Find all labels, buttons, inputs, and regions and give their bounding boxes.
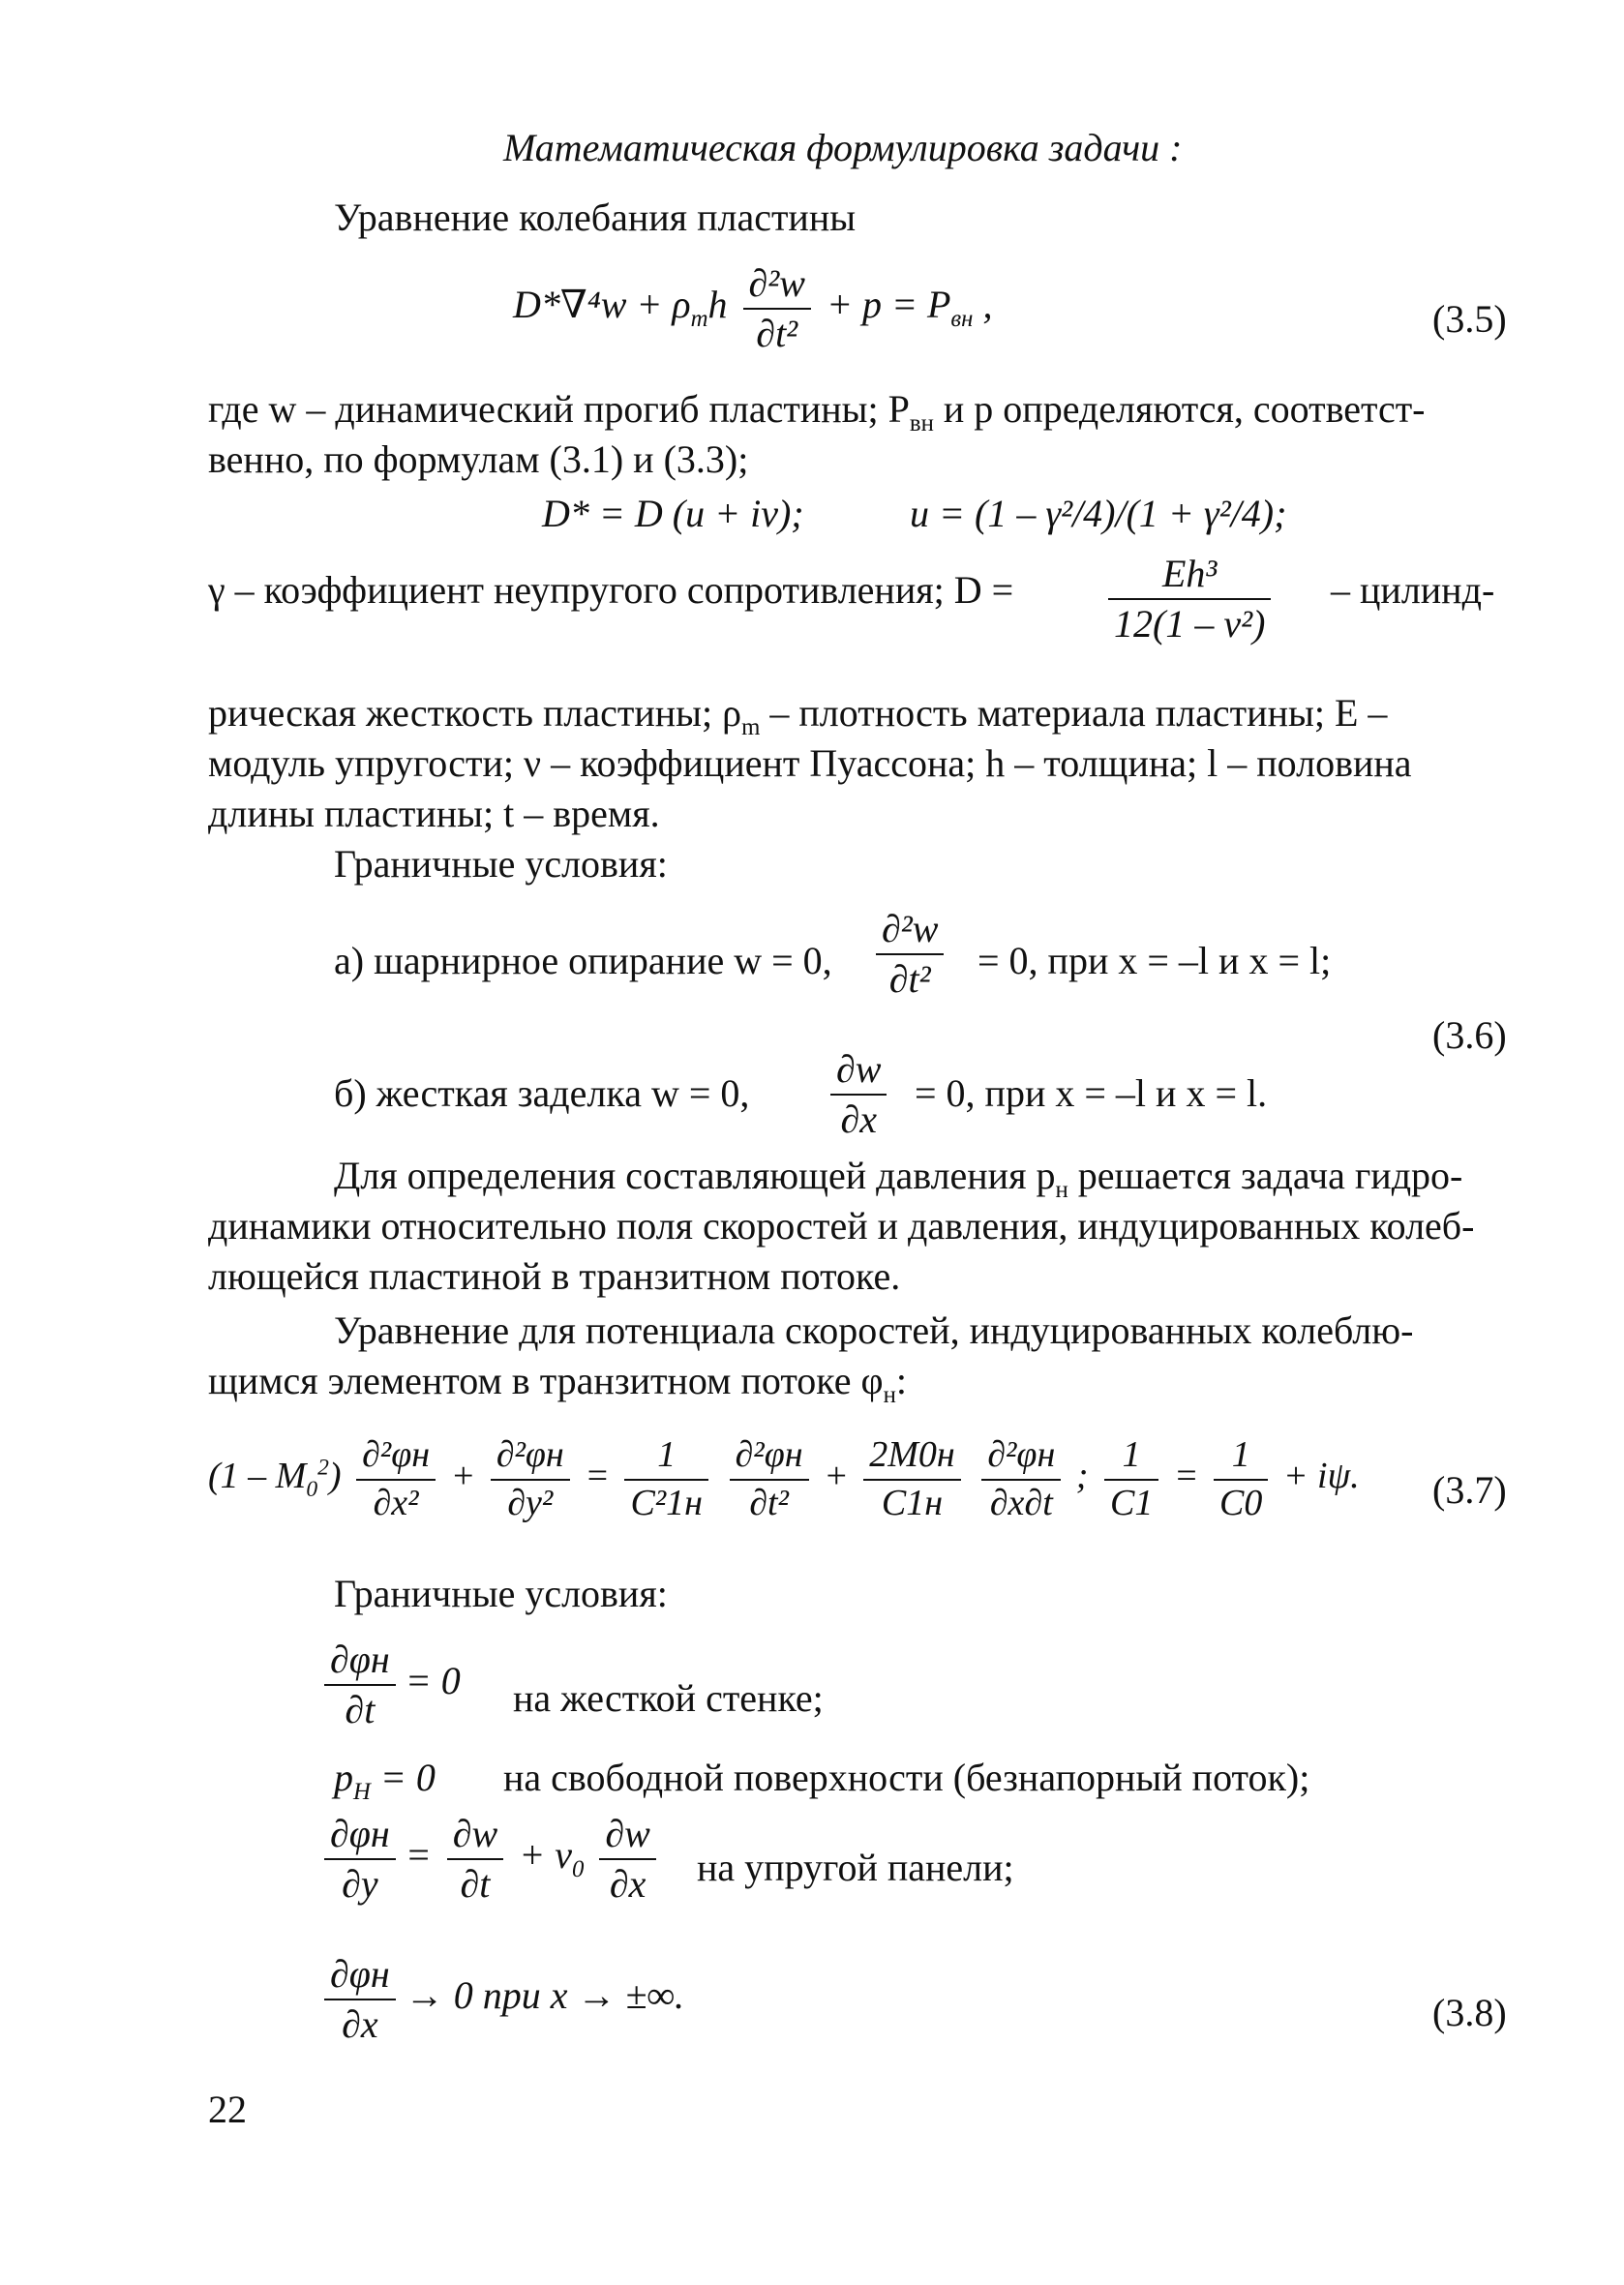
para2-line1 [208, 689, 1388, 740]
eq-3-5-rhs-sub: вн [950, 306, 974, 333]
eq-3-7-f6-num: ∂²φн [987, 1434, 1056, 1475]
eq-3-7-frac-1 [356, 1432, 436, 1526]
para2-line1-tail: – плотность материала пластины; E – [760, 691, 1388, 735]
eq-3-7-frac-6 [981, 1432, 1061, 1526]
para4-line2-sub: н [883, 1382, 896, 1408]
eq-3-7-frac-5 [863, 1432, 961, 1526]
gamma-line-left: γ – коэффициент неупругого сопротивления; D = [208, 568, 1014, 612]
bc3-sub: 0 [571, 1856, 585, 1883]
eq-3-7-f3-den: C²1н [624, 1479, 708, 1527]
bc3-den: ∂y [324, 1858, 396, 1909]
eq-3-7-f1-den: ∂x² [356, 1479, 436, 1527]
para3-line1-sub: н [1055, 1177, 1068, 1203]
eq-3-7-g1 [1104, 1432, 1158, 1526]
eq-3-7-f4-num: ∂²φн [735, 1434, 803, 1475]
eq-3-7-f1-num: ∂²φн [362, 1434, 431, 1475]
equation-number-3-5: (3.5) [1432, 297, 1507, 341]
para3-line1-text: Для определения составляющей давления p [334, 1154, 1056, 1197]
eq-3-5-fraction [743, 259, 811, 358]
eq-3-7-prefix-close: ) [328, 1456, 342, 1497]
bc4-den: ∂x [324, 1999, 396, 2049]
bc1-tail: = 0 [405, 1659, 461, 1703]
eq-3-7-g2-num: 1 [1231, 1434, 1250, 1475]
bc1-den: ∂t [324, 1684, 396, 1734]
para4-line1: Уравнение для потенциала скоростей, индуцированных колеблю- [334, 1308, 1414, 1352]
para4-line2 [208, 1357, 907, 1408]
bc1-text: на жесткой стенке; [513, 1676, 824, 1720]
eq-3-7-prefix-sub: 0 [306, 1476, 318, 1502]
eq-3-7-f2-num: ∂²φн [496, 1434, 564, 1475]
eq-3-7-g2 [1214, 1432, 1268, 1526]
bc3-f3-den: ∂x [599, 1858, 655, 1909]
eq-3-7-semicolon: ; [1075, 1456, 1089, 1497]
eq-3-7-f2-den: ∂y² [491, 1479, 570, 1527]
equation-3-5 [513, 259, 992, 358]
eq-3-7-frac-3 [624, 1432, 708, 1526]
equation-number-3-7: (3.7) [1432, 1468, 1507, 1512]
para2-line1-text: рическая жесткость пластины; ρ [208, 691, 742, 735]
section-heading: Математическая формулировка задачи : [503, 126, 1183, 169]
equation-number-3-6: (3.6) [1432, 1013, 1507, 1057]
bc2-lhs: p [334, 1756, 353, 1799]
eq-3-7-equals-2: = [1173, 1456, 1199, 1497]
bc-a-frac-den: ∂t² [876, 953, 944, 1004]
eq-3-5-comma: , [982, 283, 993, 327]
dstar-definition: D* = D (u + iv); [542, 492, 804, 535]
bc1-fraction [324, 1636, 461, 1734]
para4-line2-text: щимся элементом в транзитном потоке φ [208, 1359, 884, 1402]
boundary-conditions-title-1: Граничные условия: [334, 842, 668, 886]
para1-line1-text: где w – динамический прогиб пластины; P [208, 387, 910, 431]
eq-3-7-prefix-sup: 2 [317, 1455, 329, 1481]
eq-3-7-g1-num: 1 [1122, 1434, 1141, 1475]
page-number: 22 [208, 2088, 247, 2131]
d-frac-den: 12(1 – ν²) [1108, 598, 1271, 648]
eq-3-5-frac-den: ∂t² [743, 308, 811, 358]
bc-a-fraction [876, 905, 944, 1004]
eq-3-7-f5-num: 2M0н [869, 1434, 955, 1475]
para1-line1-tail: и p определяются, соответст- [933, 387, 1426, 431]
para2-line2: модуль упругости; ν – коэффициент Пуассона; h – толщина; l – половина [208, 741, 1412, 785]
eq-3-7-f5-den: C1н [863, 1479, 961, 1527]
bc3-f2-num: ∂w [452, 1812, 498, 1855]
bc-b-frac-den: ∂x [830, 1094, 887, 1144]
eq-3-7-f3-num: 1 [657, 1434, 677, 1475]
eq-3-7-frac-4 [730, 1432, 809, 1526]
eq-3-5-rhs: + p = P [826, 283, 951, 327]
bc4-tail: → 0 при x → ±∞. [405, 1973, 684, 2018]
eq-3-7-equals: = [585, 1456, 610, 1497]
eq-3-5-h: h [707, 283, 728, 327]
eq-3-5-frac-num: ∂²w [748, 261, 805, 305]
para2-line3: длины пластины; t – время. [208, 792, 660, 835]
eq-3-7-frac-2 [491, 1432, 570, 1526]
bc3-f3-num: ∂w [605, 1812, 650, 1855]
bc2-sub: Н [353, 1779, 371, 1805]
bc-b-tail: = 0, при x = –l и x = l. [915, 1071, 1268, 1115]
equation-number-3-8: (3.8) [1432, 1991, 1507, 2034]
bc-b-frac-num: ∂w [836, 1047, 882, 1091]
para1-line2: венно, по формулам (3.1) и (3.3); [208, 437, 749, 481]
bc3-text: на упругой панели; [697, 1846, 1014, 1889]
gamma-line-right: – цилинд- [1331, 568, 1495, 612]
bc2-text: на свободной поверхности (безнапорный поток); [503, 1756, 1310, 1799]
eq-3-7-f4-den: ∂t² [730, 1479, 809, 1527]
bc3-equals: = [405, 1833, 432, 1878]
para4-line2-tail: : [895, 1359, 907, 1402]
bc3-plus: + v [519, 1833, 572, 1878]
para3-line1-tail: решается задача гидро- [1068, 1154, 1463, 1197]
eq-3-7-tail: + iψ. [1282, 1456, 1360, 1497]
bc-b-fraction [830, 1045, 887, 1144]
d-frac-num: Eh³ [1161, 552, 1218, 595]
para3-line3: лющейся пластиной в транзитном потоке. [208, 1254, 901, 1298]
eq-3-7-g1-den: C1 [1104, 1479, 1158, 1527]
equation-3-7 [208, 1432, 1088, 1526]
eq-3-7-g2-den: C0 [1214, 1479, 1268, 1527]
bc3-f2-den: ∂t [447, 1858, 503, 1909]
para2-line1-sub: m [741, 714, 761, 740]
bc-a-label: а) шарнирное опирание w = 0, [334, 939, 832, 982]
para1-line1 [208, 385, 1426, 434]
boundary-conditions-title-2: Граничные условия: [334, 1572, 668, 1615]
para3-line2: динамики относительно поля скоростей и давления, индуцированных колеб- [208, 1204, 1475, 1248]
bc3-num: ∂φн [330, 1812, 390, 1855]
bc4-expression [324, 1950, 684, 2049]
bc2-expression [334, 1754, 436, 1805]
bc3-expression [324, 1810, 662, 1909]
para3-line1 [334, 1152, 1463, 1203]
intro-label: Уравнение колебания пластины [334, 195, 857, 239]
eq-3-7-plus-2: + [824, 1456, 849, 1497]
bc4-num: ∂φн [330, 1952, 390, 1996]
eq-3-7-plus-1: + [450, 1456, 476, 1497]
bc-a-frac-num: ∂²w [882, 907, 939, 950]
eq-3-5-lhs: D*∇⁴w + ρ [513, 283, 691, 327]
d-fraction [1108, 550, 1271, 648]
bc-b-label: б) жесткая заделка w = 0, [334, 1071, 750, 1115]
u-definition: u = (1 – γ²/4)/(1 + γ²/4); [910, 492, 1287, 535]
eq-3-5-rho-sub: m [690, 306, 708, 333]
eq-3-7-f6-den: ∂x∂t [981, 1479, 1061, 1527]
para1-line1-sub: вн [909, 410, 934, 436]
bc2-tail: = 0 [370, 1756, 436, 1799]
equation-3-7-c1 [1098, 1432, 1360, 1526]
bc1-num: ∂φн [330, 1638, 390, 1681]
eq-3-7-prefix: (1 – M [208, 1456, 307, 1497]
bc-a-tail: = 0, при x = –l и x = l; [977, 939, 1332, 982]
